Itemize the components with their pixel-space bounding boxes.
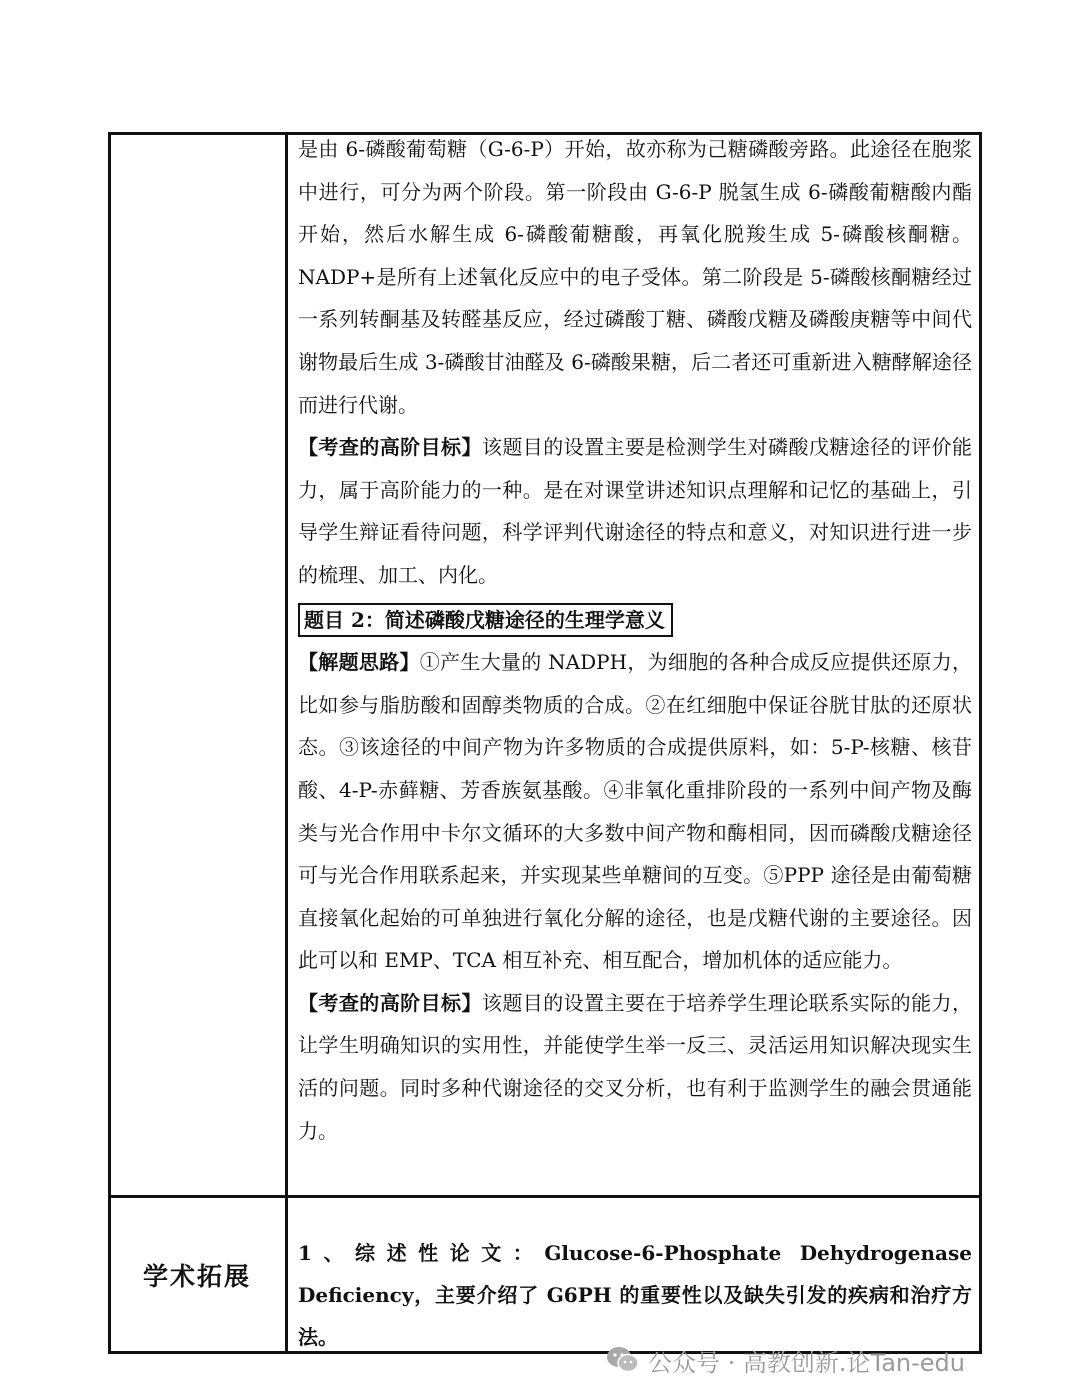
extension-row-label: 学术拓展 xyxy=(142,1261,251,1291)
main-content-cell xyxy=(298,128,972,1152)
wechat-icon xyxy=(606,1345,640,1375)
goal-text-2: 该题目的设置主要在于培养学生理论联系实际的能力，让学生明确知识的实用性，并能使学生举一反三、灵活运用知识解决现实生活的问题。同时多种代谢途径的交叉分析，也有利于监测学生的融会贯通能力。 xyxy=(298,990,972,1143)
goal-text-1: 该题目的设置主要是检测学生对磷酸戊糖途径的评价能力，属于高阶能力的一种。是在对课堂讲述知识点理解和记忆的基础上，引导学生辩证看待问题，科学评判代谢途径的特点和意义，对知识进行进一步的梳理、加工、内化。 xyxy=(298,435,972,587)
watermark xyxy=(606,1340,965,1380)
extension-text: 1、综述性论文：Glucose-6-Phosphate Dehydrogenase Deficiency，主要介绍了 G6PH 的重要性以及缺失引发的疾病和治疗方法。 xyxy=(298,1241,972,1349)
approach-paragraph xyxy=(298,641,972,982)
question-2-title: 题目 2：简述磷酸戊糖途径的生理学意义 xyxy=(298,603,673,637)
watermark-text: 公众号 · 高教创新.论Tan-edu xyxy=(648,1348,965,1377)
goal-paragraph-2 xyxy=(298,982,972,1152)
goal-paragraph-1 xyxy=(298,426,972,596)
approach-label: 【解题思路】 xyxy=(298,650,420,675)
goal-label-2: 【考查的高阶目标】 xyxy=(298,990,482,1015)
table-column-divider xyxy=(285,132,288,1354)
goal-label-1: 【考查的高阶目标】 xyxy=(298,435,482,460)
pathway-intro-paragraph: 是由 6-磷酸葡萄糖（G-6-P）开始，故亦称为己糖磷酸旁路。此途径在胞浆中进行，可分为两个阶段。第一阶段由 G-6-P 脱氢生成 6-磷酸葡糖酸内酯开始，然后水解生成 6-磷酸葡糖酸，再氧化脱羧生成 5-磷酸核酮糖。NADP+是所有上述氧化反应中的电子受体。第二阶段是 5-磷酸核酮糖经过一系列转酮基及转醛基反应，经过磷酸丁糖、磷酸戊糖及磷酸庚糖等中间代谢物最后生成 3-磷酸甘油醛及 6-磷酸果糖，后二者还可重新进入糖酵解途径而进行代谢。 xyxy=(298,137,972,417)
approach-text: ①产生大量的 NADPH，为细胞的各种合成反应提供还原力，比如参与脂肪酸和固醇类物质的合成。②在红细胞中保证谷胱甘肽的还原状态。③该途径的中间产物为许多物质的合成提供原料，如：5-P-核糖、核苷酸、4-P-赤藓糖、芳香族氨基酸。④非氧化重排阶段的一系列中间产物及酶类与光合作用中卡尔文循环的大多数中间产物和酶相同，因而磷酸戊糖途径可与光合作用联系起来，并实现某些单糖间的互变。⑤PPP 途径是由葡萄糖直接氧化起始的可单独进行氧化分解的途径，也是戊糖代谢的主要途径。因此可以和 EMP、TCA 相互补充、相互配合，增加机体的适应能力。 xyxy=(298,650,973,973)
